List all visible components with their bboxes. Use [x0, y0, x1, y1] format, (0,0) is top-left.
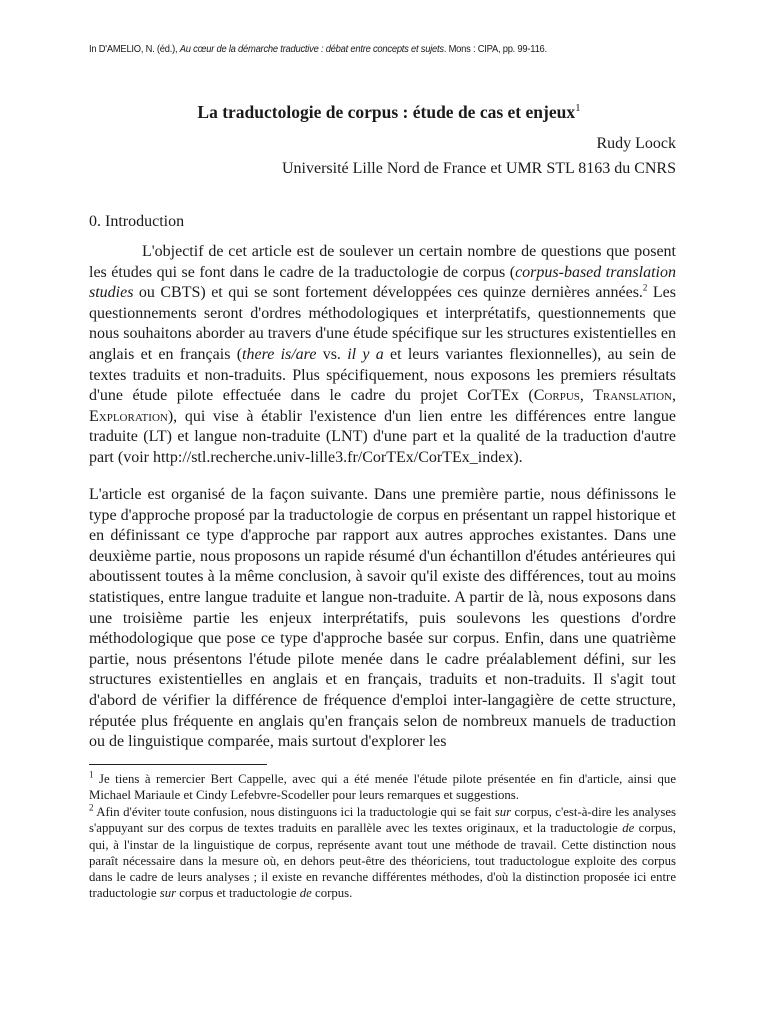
- footnote-2: [89, 804, 676, 902]
- footnote-1-mark: 1: [89, 769, 94, 780]
- footnote-2-text-a: Afin d'éviter toute confusion, nous distinguons ici la traductologie qui se fait: [93, 805, 495, 819]
- paragraph-2: L'article est organisé de la façon suivante. Dans une première partie, nous définissons le type d'approche proposé par la traductologie de corpus en présentant un rappel historique et en définissant ce type d'approche par rapport aux autres approches existantes. Dans une deuxième partie, nous proposons un rapide résumé d'un échantillon d'études antérieures qui aboutissent toutes à la même conclusion, à savoir qu'il existe des différences, tout au moins statistiques, entre langue traduite et langue non-traduite. A partir de là, nous exposons dans une troisième partie les enjeux interprétatifs, puis soulevons les questions d'ordre méthodologique que pose ce type d'approche basée sur corpus. Enfin, dans une quatrième partie, nous présentons l'étude pilote menée dans le cadre préalablement défini, sur les structures existentielles en anglais et en français, traduits et non-traduits. Il s'agit tout d'abord de vérifier la différence de fréquence d'emploi inter-langagière de cette structure, réputée plus fréquente en anglais qu'en français selon de nombreux manuels de traduction ou de linguistique comparée, mais surtout d'explorer les: [89, 486, 676, 751]
- footnote-2-italic-de-2: de: [299, 886, 312, 901]
- footnote-2-mark: 2: [89, 802, 94, 813]
- para1-text-e: ), qui vise à établir l'existence d'un lien entre les différences entre langue traduite (LT) et langue non-traduite (LNT) d'une part et la qualité de la traduction d'autre part (voir http://stl.recherche.univ-lille3.fr/CorTEx/CorTEx_index).: [89, 407, 676, 466]
- footnote-1-text: Je tiens à remercier Bert Cappelle, avec qui a été menée l'étude pilote présentée en fin d'article, ainsi que Michael Mariaule et Cindy Lefebvre-Scodeller pour leurs remarques et suggestions.: [89, 772, 676, 803]
- footnote-separator: [89, 764, 267, 765]
- footnote-1: [89, 771, 676, 804]
- para1-text-d: et leurs variantes flexionnelles), au sein de textes traduits et non-traduits. Plus spécifiquement, nous exposons les premiers résultats d'une étude pilote effectuée dans le cadre du projet CorTEx (: [89, 345, 676, 405]
- section-heading: 0. Introduction: [89, 213, 185, 230]
- footnote-2-italic-sur-2: sur: [159, 886, 177, 901]
- footnote-2-italic-de: de: [622, 821, 635, 836]
- footnote-2-italic-sur: sur: [494, 805, 512, 819]
- citation-header: [89, 44, 641, 55]
- author-affiliation: Université Lille Nord de France et UMR STL 8163 du CNRS: [281, 160, 676, 177]
- footnote-2-text-d: corpus et traductologie: [176, 886, 300, 901]
- para1-italic-there-is: there is/are: [242, 345, 317, 363]
- footnote-ref-2[interactable]: 2: [642, 282, 648, 293]
- citation-book-title: Au cœur de la démarche traductive : débat entre concepts et sujets: [179, 44, 444, 55]
- footnote-2-text-c: corpus, qui, à l'instar de la linguistique de corpus, représente avant tout une méthode de travail. Cette distinction nous paraît nécessaire dans la mesure où, en dehors peut-être des théoriciens, tout traductologue exploite des corpus dans le cadre de leurs analyses ; il existe en revanche différentes méthodes, d'où la distinction proposée ici entre traductologie: [89, 821, 676, 901]
- para1-italic-il-y-a: il y a: [347, 345, 384, 363]
- title-footnote-ref[interactable]: 1: [575, 102, 581, 115]
- para1-smallcaps-cortex: Corpus, Translation, Exploration: [89, 387, 676, 425]
- article-title-text: La traductologie de corpus : étude de cas et enjeux: [197, 102, 576, 122]
- author-name: Rudy Loock: [596, 135, 676, 152]
- citation-suffix: . Mons : CIPA, pp. 99-116.: [443, 44, 547, 55]
- para1-text-b: ou CBTS) et qui se sont fortement développées ces quinze dernières années.: [133, 284, 643, 302]
- article-title: [89, 102, 689, 123]
- paragraph-1: [89, 242, 676, 469]
- footnote-2-text-e: corpus.: [311, 886, 353, 901]
- para1-text-c: Les questionnements seront d'ordres méthodologiques et interprétatifs, questionnements que nous souhaitons aborder au travers d'une étude spécifique sur les structures existentielles en anglais et en français (: [89, 284, 676, 363]
- citation-prefix: In D'AMELIO, N. (éd.),: [89, 44, 180, 55]
- para1-italic-cbts: corpus-based translation studies: [89, 263, 676, 302]
- footnote-2-text-b: corpus, c'est-à-dire les analyses s'appuyant sur des corpus de textes traduits en parallèle avec les textes originaux, et la traductologie: [89, 805, 676, 836]
- para1-text-a: L'objectif de cet article est de soulever un certain nombre de questions que posent les études qui se font dans le cadre de la traductologie de corpus (: [89, 243, 676, 281]
- para1-text-vs: vs.: [316, 345, 348, 363]
